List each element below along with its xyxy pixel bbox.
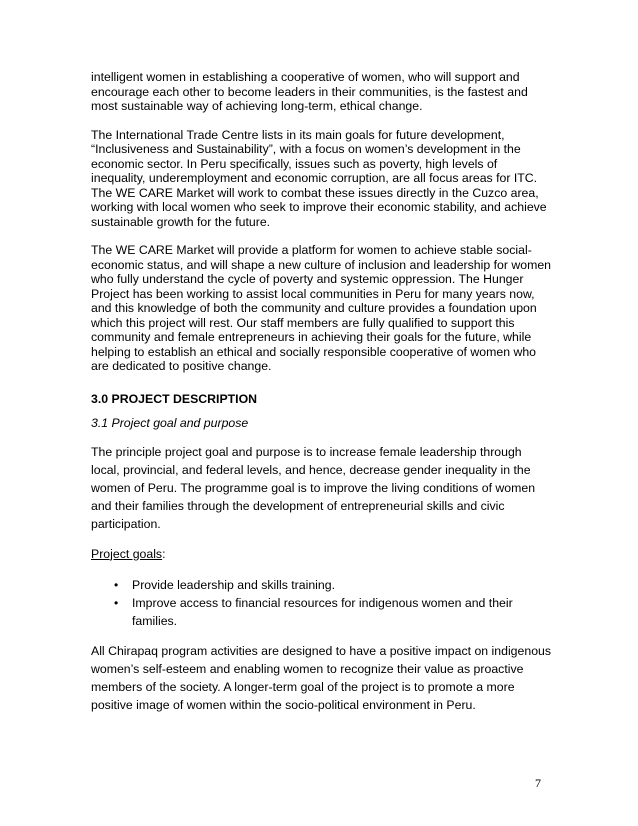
paragraph-cooperative: intelligent women in establishing a cooperative of women, who will support and encourage each other to become leaders in their communities, is the fastest and most sustainable way of achieving long-term, ethical change. <box>91 70 528 113</box>
bullet-icon: • <box>114 577 119 592</box>
paragraph-itc-goals: The International Trade Centre lists in its main goals for future development, “Inclusiveness and Sustainability”, with a focus on women’s development in the economic sector. In Peru specifically, issues such as poverty, high levels of inequality, underemployment and economic corruption, are all focus areas for ITC. The WE CARE Market will work to combat these issues directly in the Cuzco area, working with local women who seek to improve their economic stability, and achieve sustainable growth for the future. <box>91 127 547 229</box>
bullet-icon: • <box>114 595 119 610</box>
section-heading: 3.0 PROJECT DESCRIPTION <box>91 391 258 406</box>
project-goals-label-colon: : <box>162 546 166 561</box>
page-body <box>91 70 553 728</box>
paragraph-project-goal: The principle project goal and purpose is to increase female leadership through local, provincial, and federal levels, and hence, decrease gender inequality in the women of Peru. The programme goal is to improve the living conditions of women and their families through the development of entrepreneurial skills and civic participation. <box>91 444 536 531</box>
page-number: 7 <box>535 776 541 790</box>
project-goals-label <box>91 547 553 562</box>
project-goals-list <box>91 576 553 630</box>
list-item-text: Improve access to financial resources for indigenous women and their families. <box>132 595 513 628</box>
paragraph-chirapaq-activities: All Chirapaq program activities are designed to have a positive impact on indigenous women’s self-esteem and enabling women to recognize their value as proactive members of the society. A longer-term goal of the project is to promote a more positive image of women within the socio-political environment in Peru. <box>91 643 552 712</box>
list-item <box>114 594 553 630</box>
list-item-text: Provide leadership and skills training. <box>132 577 336 592</box>
subsection-heading: 3.1 Project goal and purpose <box>91 415 249 430</box>
project-goals-label-text: Project goals <box>91 546 163 561</box>
paragraph-we-care-platform: The WE CARE Market will provide a platform for women to achieve stable social-economic status, and will shape a new culture of inclusion and leadership for women who fully understand the cycle of poverty and systemic oppression. The Hunger Project has been working to assist local communities in Peru for many years now, and this knowledge of both the community and culture provides a foundation upon which this project will rest. Our staff members are fully qualified to support this community and female entrepreneurs in achieving their goals for the future, while helping to establish an ethical and socially responsible cooperative of women who are dedicated to positive change. <box>91 243 552 373</box>
list-item <box>114 576 553 594</box>
